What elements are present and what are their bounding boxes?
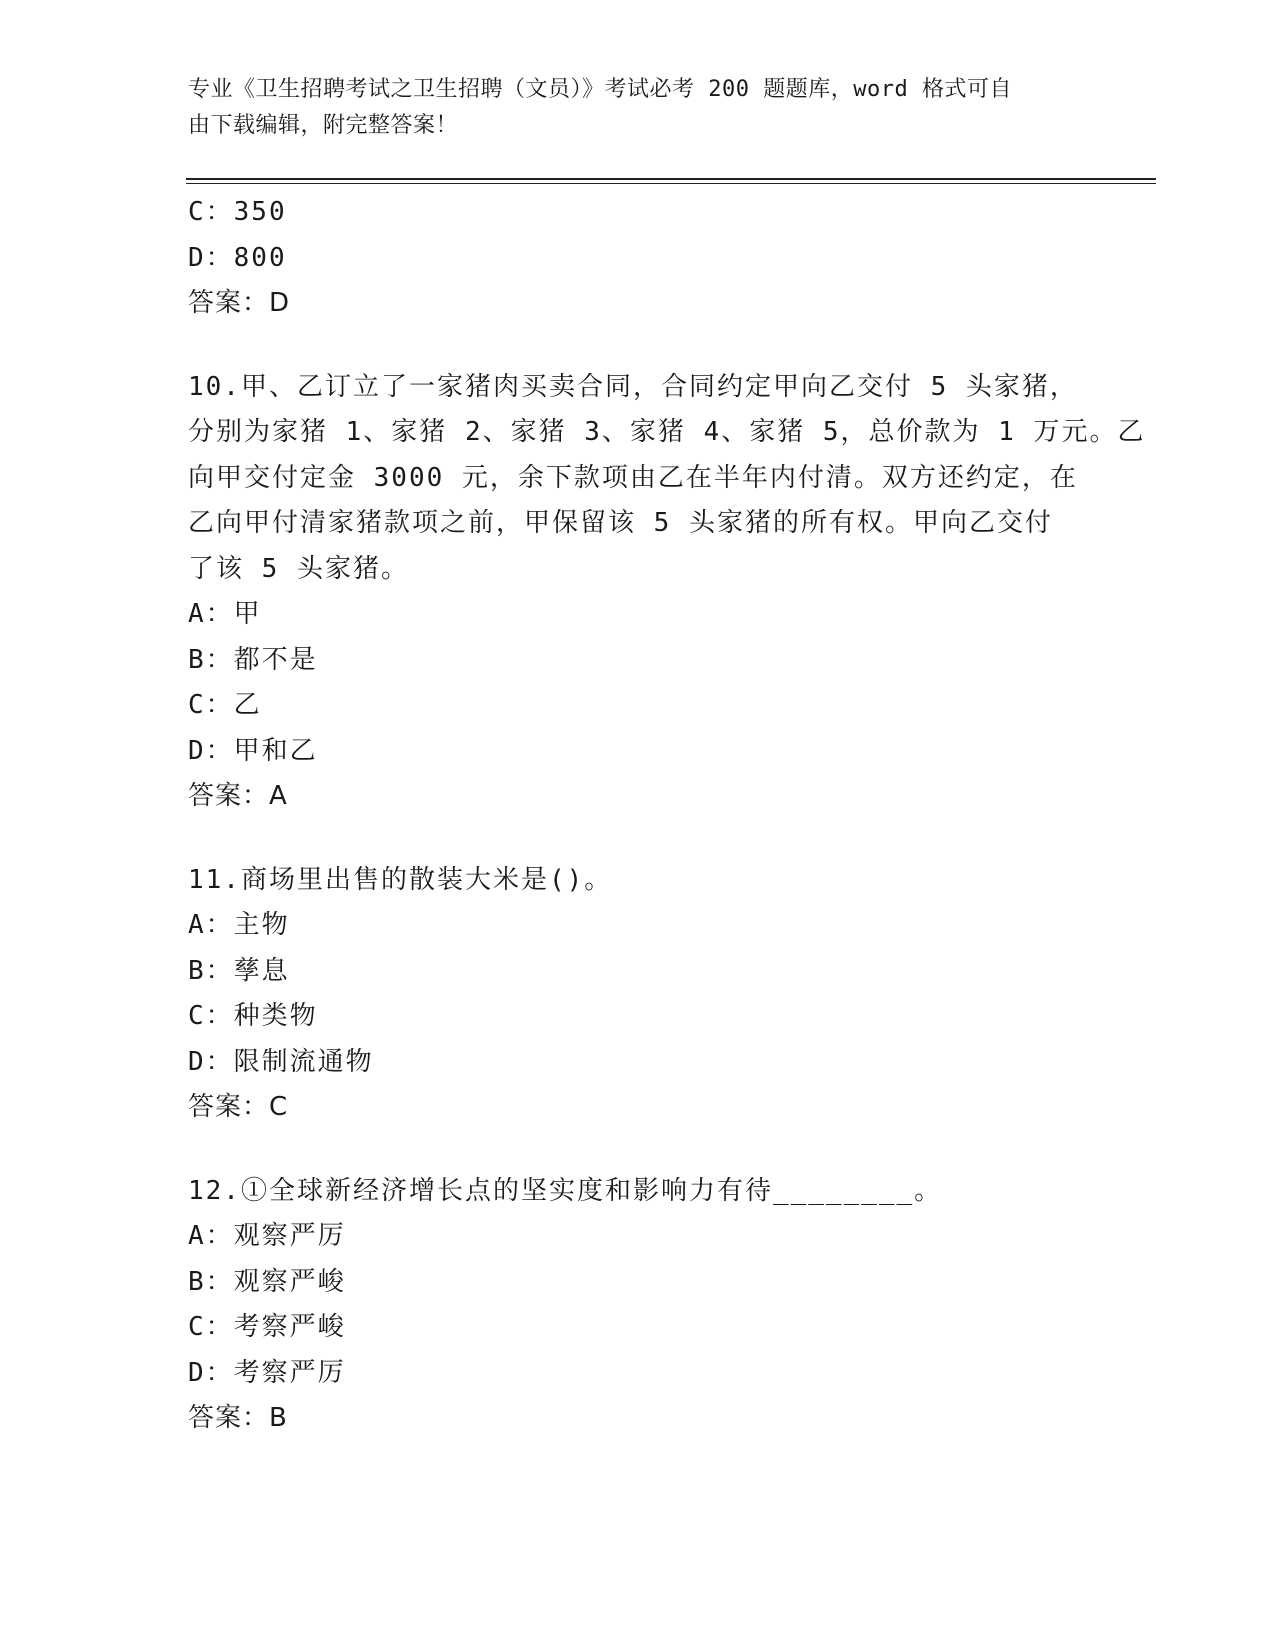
option-b — [188, 949, 1088, 995]
option-c — [188, 683, 1088, 729]
question-line: 10.甲、乙订立了一家猪肉买卖合同，合同约定甲向乙交付 5 头家猪， — [188, 371, 1078, 402]
question-line: 乙向甲付清家猪款项之前，甲保留该 5 头家猪的所有权。甲向乙交付 — [188, 508, 1053, 538]
question-text — [188, 1169, 1088, 1215]
option-label: D： — [188, 1046, 234, 1077]
answer-line: 答案：D — [188, 288, 291, 318]
option-label: C： — [188, 1001, 234, 1031]
option-label: D： — [188, 1357, 234, 1388]
header-line-2: 由下载编辑，附完整答案！ — [188, 113, 459, 138]
option-c — [188, 190, 1088, 236]
option-text: 乙 — [233, 690, 262, 720]
option-d — [188, 1351, 1088, 1397]
option-c — [188, 994, 1088, 1040]
question-10 — [188, 365, 1146, 820]
option-d — [188, 236, 1088, 282]
answer-line: 答案：A — [188, 781, 288, 811]
option-label: A： — [188, 1221, 234, 1251]
option-text: 考察严峻 — [233, 1312, 346, 1342]
question-9-continuation — [188, 190, 1088, 327]
answer-line: 答案：B — [188, 1403, 288, 1433]
option-label: B： — [188, 644, 234, 675]
question-11 — [188, 858, 1088, 1131]
option-text: 观察严峻 — [233, 1266, 346, 1297]
option-text: 限制流通物 — [233, 1046, 374, 1077]
option-label: C： — [188, 1312, 234, 1342]
option-d — [188, 729, 1088, 775]
header-line-1: 专业《卫生招聘考试之卫生招聘（文员）》考试必考 200 题题库，word 格式可自 — [188, 77, 1012, 102]
option-text: 观察严厉 — [233, 1221, 346, 1251]
option-text: 350 — [233, 197, 287, 227]
option-text: 甲 — [233, 599, 262, 629]
option-b — [188, 1260, 1088, 1306]
question-text — [188, 858, 1088, 904]
option-c — [188, 1305, 1088, 1351]
question-line: 12.①全球新经济增长点的坚实度和影响力有待________。 — [188, 1175, 943, 1206]
question-line: 向甲交付定金 3000 元，余下款项由乙在半年内付清。双方还约定，在 — [188, 462, 1078, 493]
option-label: C： — [188, 690, 234, 720]
option-label: B： — [188, 1266, 234, 1297]
question-line: 分别为家猪 1、家猪 2、家猪 3、家猪 4、家猪 5，总价款为 1 万元。乙 — [188, 417, 1146, 447]
question-line: 11.商场里出售的散装大米是()。 — [188, 864, 613, 895]
question-text — [188, 365, 1146, 593]
option-text: 考察严厉 — [233, 1357, 346, 1388]
document-header — [188, 72, 1068, 144]
answer-line: 答案：C — [188, 1092, 289, 1122]
option-label: C： — [188, 197, 234, 227]
option-text: 主物 — [233, 910, 290, 940]
option-text: 甲和乙 — [233, 735, 318, 766]
option-label: D： — [188, 735, 234, 766]
question-list — [188, 190, 1146, 1442]
option-a — [188, 592, 1088, 638]
option-label: D： — [188, 242, 234, 273]
header-divider-bottom — [186, 183, 1156, 184]
option-d — [188, 1040, 1088, 1086]
option-a — [188, 903, 1088, 949]
option-b — [188, 638, 1088, 684]
option-text: 种类物 — [233, 1001, 318, 1031]
question-12 — [188, 1169, 1088, 1442]
question-line: 了该 5 头家猪。 — [188, 553, 409, 584]
option-text: 孳息 — [233, 955, 290, 986]
option-label: A： — [188, 599, 234, 629]
option-label: B： — [188, 955, 234, 986]
option-text: 800 — [233, 242, 287, 273]
option-text: 都不是 — [233, 644, 318, 675]
header-divider-top — [186, 178, 1156, 180]
option-label: A： — [188, 910, 234, 940]
option-a — [188, 1214, 1088, 1260]
